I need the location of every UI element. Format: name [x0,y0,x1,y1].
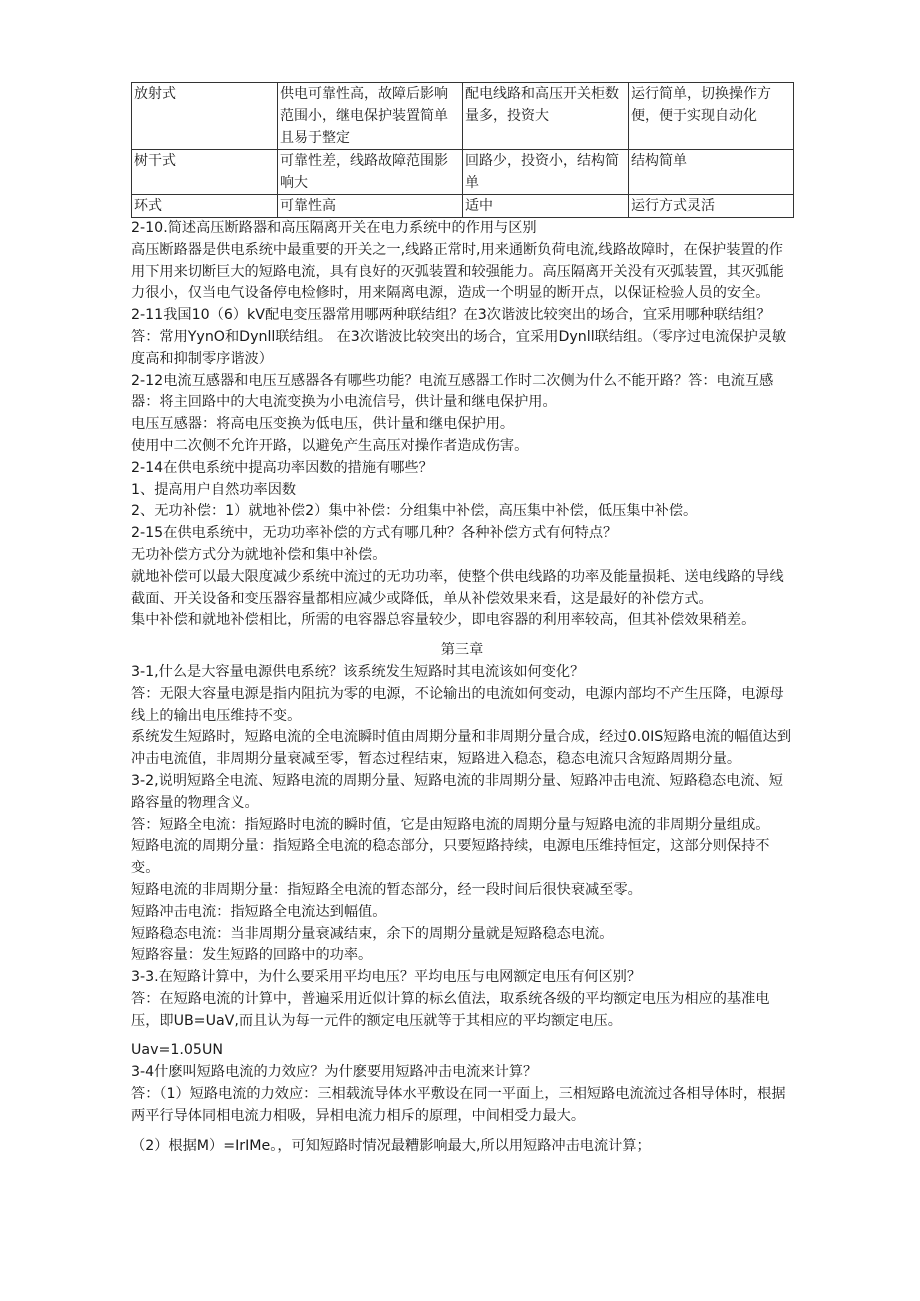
table-row [132,195,794,218]
answer-paragraph: 答：（1）短路电流的力效应：三相载流导体水平敷设在同一平面上，三相短路电流流过各相导体时，根据两平行导体同相电流力相吸，异相电流力相斥的原理，中间相受力最大。 [131,1086,786,1124]
table-cell: 运行方式灵活 [629,195,794,218]
question-heading: 2-15在供电系统中，无功功率补偿的方式有哪几种？各种补偿方式有何特点？ [131,525,618,542]
table-cell: 供电可靠性高，故障后影响范围小，继电保护装置简单且易于整定 [278,83,463,150]
question-heading: 3-3.在短路计算中，为什么要采用平均电压？平均电压与电网额定电压有何区别？ [131,969,642,986]
question-heading: 2-10.简述高压断路器和高压隔离开关在电力系统中的作用与区别 [131,220,537,236]
paragraph: 1、提高用户自然功率因数 [131,481,297,498]
paragraph: 短路电流的非周期分量：指短路全电流的暂态部分，经一段时间后很快衰减至零。 [131,881,642,898]
document-page [131,82,793,1157]
document-body [131,218,793,1157]
answer-paragraph: 答：常用YynO和Dynll联结组。 在3次谐波比较突出的场合，宜采用Dynll联结组。（零序过电流保护灵敏度高和抑制零序谐波） [131,328,787,367]
paragraph: 短路稳态电流：当非周期分量衰减结束，余下的周期分量就是短路稳态电流。 [131,925,614,942]
paragraph: 高压断路器是供电系统中最重要的开关之一,线路正常时,用来通断负荷电流,线路故障时，在保护装置的作用下用来切断巨大的短路电流，具有良好的灭弧装置和较强能力。高压隔离开关没有灭弧装置，其灭弧能力很小，仅当电气设备停电检修时，用来隔离电源，造成一个明显的断开点，以保证检验人员的安全。 [131,241,784,302]
wiring-comparison-table [131,82,794,218]
question-heading: 3-1,什么是大容量电源供电系统？该系统发生短路时其电流该如何变化？ [131,663,585,680]
question-heading: 3-4什麽叫短路电流的力效应？为什麽要用短路冲击电流来计算？ [131,1064,538,1081]
paragraph: 电压互感器：将高电压变换为低电压，供计量和继电保护用。 [131,416,515,433]
paragraph: 短路容量：发生短路的回路中的功率。 [131,947,373,964]
table-cell: 运行简单，切换操作方便，便于实现自动化 [629,83,794,150]
table-cell: 可靠性差，线路故障范围影响大 [278,150,463,195]
table-cell: 树干式 [132,150,278,195]
question-heading: 2-11我国10（6）kV配电变压器常用哪两种联结组？在3次谐波比较突出的场合，宜采用哪种联结组？ [131,307,771,324]
question-heading: 3-2,说明短路全电流、短路电流的周期分量、短路电流的非周期分量、短路冲击电流、短路稳态电流、短路容量的物理含义。 [131,772,783,811]
paragraph: 系统发生短路时，短路电流的全电流瞬时值由周期分量和非周期分量合成，经过0.0IS短路电流的幅值达到冲击电流值，非周期分量衰减至零，暂态过程结束，短路进入稳态，稳态电流只含短路周期分量。 [131,729,792,768]
table-cell: 适中 [463,195,629,218]
paragraph: 使用中二次侧不允许开路，以避免产生高压对操作者造成伤害。 [131,437,529,454]
answer-paragraph: 答：短路全电流：指短路时电流的瞬时值，它是由短路电流的周期分量与短路电流的非周期分量组成。 [131,816,770,833]
chapter-title: 第三章 [440,642,484,659]
table-row [132,150,794,195]
formula-line: Uav=1.05UN [131,1042,223,1059]
question-heading: 2-12电流互感器和电压互感器各有哪些功能？电流互感器工作时二次侧为什么不能开路？答：电流互感器：将主回路中的大电流变换为小电流信号，供计量和继电保护用。 [131,372,774,411]
paragraph: 短路电流的周期分量：指短路全电流的稳态部分，只要短路持续，电源电压维持恒定，这部分则保持不变。 [131,838,770,877]
paragraph: 无功补偿方式分为就地补偿和集中补偿。 [131,546,387,563]
answer-paragraph: 答：在短路电流的计算中，普遍采用近似计算的标幺值法，取系统各级的平均额定电压为相应的基准电压，即UB=UaV,而且认为每一元件的额定电压就等于其相应的平均额定电压。 [131,990,770,1029]
table-cell: 回路少，投资小，结构简单 [463,150,629,195]
paragraph: 集中补偿和就地补偿相比，所需的电容器总容量较少，即电容器的利用率较高，但其补偿效果稍差。 [131,612,756,629]
table-cell: 结构简单 [629,150,794,195]
answer-paragraph: 答：无限大容量电源是指内阻抗为零的电源，不论输出的电流如何变动，电源内部均不产生压降，电源母线上的输出电压维持不变。 [131,685,784,724]
paragraph: 就地补偿可以最大限度减少系统中流过的无功功率，使整个供电线路的功率及能量损耗、送电线路的导线截面、开关设备和变压器容量都相应减少或降低，单从补偿效果来看，这是最好的补偿方式。 [131,568,784,607]
table-cell: 放射式 [132,83,278,150]
table-cell: 配电线路和高压开关柜数量多，投资大 [463,83,629,150]
table-row [132,83,794,150]
question-heading: 2-14在供电系统中提高功率因数的措施有哪些？ [131,459,433,476]
paragraph: 短路冲击电流：指短路全电流达到幅值。 [131,903,387,920]
table-cell: 可靠性高 [278,195,463,218]
table-cell: 环式 [132,195,278,218]
paragraph: 2、无功补偿：1）就地补偿2）集中补偿：分组集中补偿，高压集中补偿，低压集中补偿。 [131,503,698,520]
paragraph: （2）根据M）=IrIMe。，可知短路时情况最糟影响最大,所以用短路冲击电流计算； [131,1137,651,1154]
